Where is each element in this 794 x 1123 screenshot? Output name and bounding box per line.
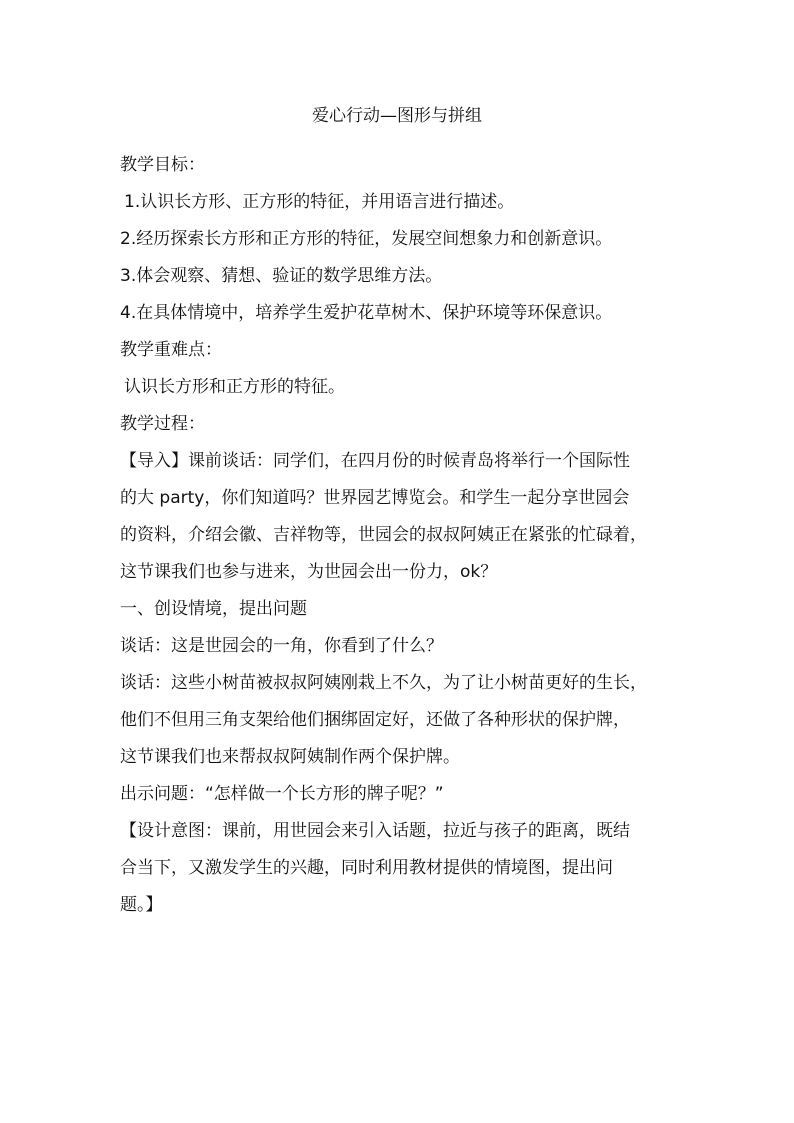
question-line: 出示问题：“怎样做一个长方形的牌子呢？”	[120, 784, 444, 804]
objective-item: 4.在具体情境中，培养学生爱护花草树木、保护环境等环保意识。	[120, 303, 613, 323]
talk-line: 谈话：这些小树苗被叔叔阿姨刚栽上不久，为了让小树苗更好的生长，	[120, 673, 647, 693]
key-points-text: 认识长方形和正方形的特征。	[124, 377, 345, 397]
key-points-heading: 教学重难点：	[120, 340, 222, 360]
objective-item: 2.经历探索长方形和正方形的特征，发展空间想象力和创新意识。	[120, 229, 613, 249]
intro-line: 【导入】课前谈话：同学们，在四月份的时候青岛将举行一个国际性	[120, 451, 630, 471]
design-intent-line: 【设计意图：课前，用世园会来引入话题，拉近与孩子的距离，既结	[120, 821, 630, 841]
talk-line: 他们不但用三角支架给他们捆绑固定好，还做了各种形状的保护牌，	[120, 710, 630, 730]
talk-line: 这节课我们也来帮叔叔阿姨制作两个保护牌。	[120, 747, 460, 767]
talk-line: 谈话：这是世园会的一角，你看到了什么？	[120, 636, 443, 656]
objectives-heading: 教学目标：	[120, 155, 205, 175]
objective-item: 1.认识长方形、正方形的特征，并用语言进行描述。	[124, 192, 515, 212]
section1-heading: 一、创设情境，提出问题	[120, 599, 307, 619]
intro-line: 这节课我们也参与进来，为世园会出一份力，ok？	[120, 562, 498, 582]
intro-line: 的资料，介绍会徽、吉祥物等，世园会的叔叔阿姨正在紧张的忙碌着，	[120, 525, 647, 545]
design-intent-line: 合当下，又激发学生的兴趣，同时利用教材提供的情境图，提出问	[120, 858, 613, 878]
document-body	[120, 147, 680, 924]
objective-item: 3.体会观察、猜想、验证的数学思维方法。	[120, 266, 443, 286]
process-heading: 教学过程：	[120, 414, 205, 434]
intro-line: 的大 party，你们知道吗？世界园艺博览会。和学生一起分享世园会	[120, 488, 630, 508]
design-intent-line: 题。】	[120, 895, 163, 915]
document-title: 爱心行动—图形与拼组	[312, 106, 482, 126]
